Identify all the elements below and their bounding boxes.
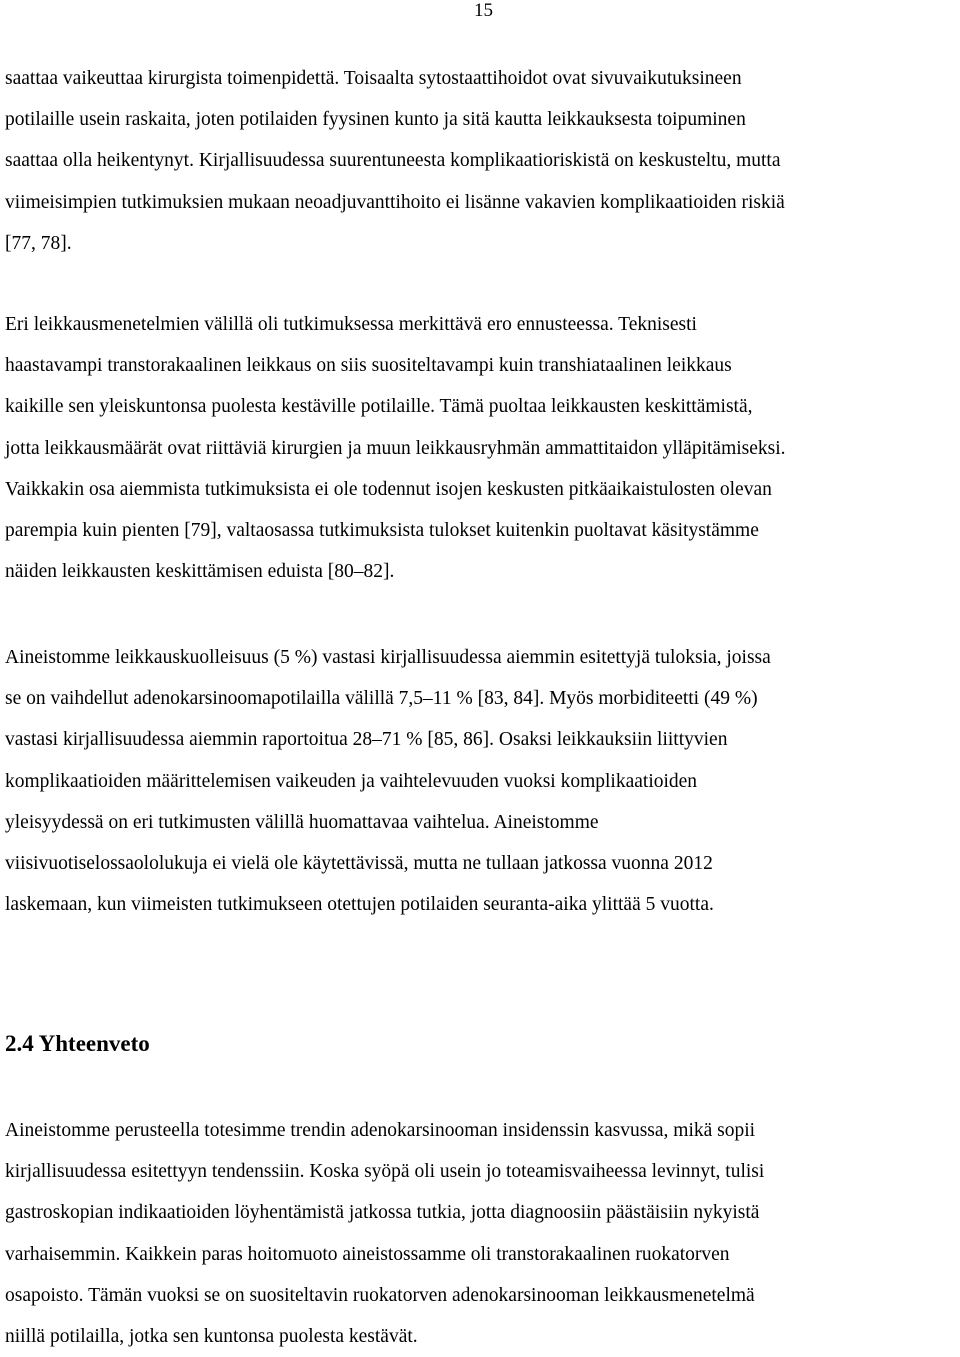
- text-line: vastasi kirjallisuudessa aiemmin raportoitua 28–71 % [85, 86]. Osaksi leikkauksiin liittyvien: [5, 729, 728, 751]
- paragraph-summary: [5, 1110, 957, 1357]
- text-line: saattaa olla heikentynyt. Kirjallisuudessa suurentuneesta komplikaatioriskistä on keskusteltu, mutta: [5, 150, 781, 172]
- text-line: varhaisemmin. Kaikkein paras hoitomuoto aineistossamme oli transtorakaalinen ruokatorven: [5, 1243, 730, 1265]
- text-line: parempia kuin pienten [79], valtaosassa tutkimuksista tulokset kuitenkin puoltavat käsitystämme: [5, 520, 759, 542]
- paragraph-mortality: [5, 637, 957, 925]
- paragraph-neoadjuvant: [5, 58, 957, 264]
- text-line: näiden leikkausten keskittämisen eduista [80–82].: [5, 561, 395, 583]
- text-line: laskemaan, kun viimeisten tutkimukseen otettujen potilaiden seuranta-aika ylittää 5 vuotta.: [5, 894, 714, 916]
- text-line: viimeisimpien tutkimuksien mukaan neoadjuvanttihoito ei lisänne vakavien komplikaatioiden riskiä: [5, 191, 785, 213]
- text-line: Eri leikkausmenetelmien välillä oli tutkimuksessa merkittävä ero ennusteessa. Teknisesti: [5, 314, 697, 335]
- text-line: se on vaihdellut adenokarsinoomapotilailla välillä 7,5–11 % [83, 84]. Myös morbiditeetti (49 %): [5, 688, 758, 710]
- section-heading: 2.4 Yhteenveto: [5, 1031, 150, 1056]
- text-line: kirjallisuudessa esitettyyn tendenssiin. Koska syöpä oli usein jo toteamisvaiheessa levinnyt, tulisi: [5, 1161, 765, 1183]
- text-line: osapoisto. Tämän vuoksi se on suositeltavin ruokatorven adenokarsinooman leikkausmenetelmä: [5, 1284, 755, 1306]
- text-line: jotta leikkausmäärät ovat riittäviä kirurgien ja muun leikkausryhmän ammattitaidon ylläpitämiseksi.: [5, 437, 786, 459]
- paragraph-surgical-methods: [5, 304, 957, 592]
- page-number: 15: [474, 0, 493, 21]
- text-line: gastroskopian indikaatioiden löyhentämistä jatkossa tutkia, jotta diagnoosiin päästäisiin nykyistä: [5, 1202, 760, 1224]
- text-line: komplikaatioiden määrittelemisen vaikeuden ja vaihtelevuuden vuoksi komplikaatioiden: [5, 770, 698, 792]
- text-line: kaikille sen yleiskuntonsa puolesta kestäville potilaille. Tämä puoltaa leikkausten keskittämistä,: [5, 396, 753, 418]
- text-line: [77, 78].: [5, 232, 72, 254]
- text-line: haastavampi transtorakaalinen leikkaus on siis suositeltavampi kuin transhiataalinen leikkaus: [5, 355, 732, 377]
- text-line: Aineistomme perusteella totesimme trendin adenokarsinooman insidenssin kasvussa, mikä sopii: [5, 1120, 756, 1141]
- text-line: Vaikkakin osa aiemmista tutkimuksista ei ole todennut isojen keskusten pitkäaikaistulosten olevan: [5, 478, 772, 500]
- text-line: niillä potilailla, jotka sen kuntonsa puolesta kestävät.: [5, 1326, 418, 1348]
- text-line: saattaa vaikeuttaa kirurgista toimenpidettä. Toisaalta sytostaattihoidot ovat sivuvaikutuksineen: [5, 68, 742, 89]
- text-line: yleisyydessä on eri tutkimusten välillä huomattavaa vaihtelua. Aineistomme: [5, 811, 599, 833]
- text-line: potilaille usein raskaita, joten potilaiden fyysinen kunto ja sitä kautta leikkauksesta toipuminen: [5, 109, 746, 131]
- text-line: Aineistomme leikkauskuolleisuus (5 %) vastasi kirjallisuudessa aiemmin esitettyjä tuloksia, joissa: [5, 647, 771, 668]
- text-line: viisivuotiselossaololukuja ei vielä ole käytettävissä, mutta ne tullaan jatkossa vuonna 2012: [5, 853, 713, 875]
